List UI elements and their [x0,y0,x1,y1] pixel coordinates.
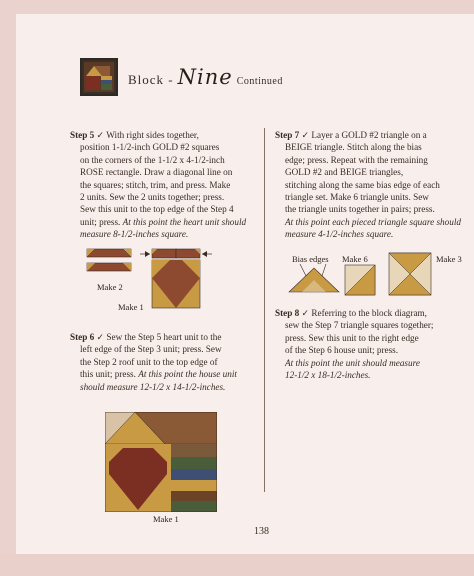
make3-label: Make 3 [436,254,462,264]
step5-note: measure 8-1/2-inches square. [80,229,189,240]
bias-edges-label: Bias edges [292,254,329,264]
left-border [0,0,16,576]
step7-line: triangle set. Make 6 triangle units. Sew [285,192,429,203]
step8-note: At this point the unit should measure [285,357,420,368]
step7-line: the triangle units together in pairs; press. [285,204,435,215]
house-block-logo-icon [80,58,118,96]
step5-line: on the corners of the 1-1/2 x 4-1/2-inch [80,154,225,165]
triangle-square-make6-diagram [344,264,376,296]
step5-line: the squares; stitch, trim, and press. Make [80,179,231,190]
step6-note: should measure 12-1/2 x 14-1/2-inches. [80,381,226,392]
step5-note: At this point the heart unit should [122,216,247,227]
step6-line: Sew the Step 5 heart unit to the [106,332,222,342]
step6-line: the Step 2 roof unit to the top edge of [80,356,218,367]
step7-line: GOLD #2 and BEIGE triangles, [285,167,404,178]
block-label: Block - [128,72,174,87]
step6-line: this unit; press. [80,369,136,380]
step8-line: of the Step 6 house unit; press. [285,345,399,356]
step5-line: With right sides together, [106,130,199,140]
step8-text [275,307,465,381]
page-number: 138 [254,526,269,537]
make2-label: Make 2 [97,282,123,292]
step5-text [70,129,258,241]
step5-line: 2 units. Sew the 2 units together; press. [80,192,225,203]
step8-line: Referring to the block diagram, [311,308,427,318]
check-icon: ✓ [301,308,310,318]
step6-text [70,331,260,393]
triangle-pair-make3-diagram [388,252,432,296]
step8-line: sew the Step 7 triangle squares together; [285,320,434,331]
make1-label: Make 1 [153,514,179,524]
triangle-layer-diagram [286,262,342,296]
top-border [0,0,474,14]
step6-note: At this point the house unit [138,369,237,380]
heart-unit-diagram [140,248,212,312]
step7-label: Step 7 [275,130,300,140]
step7-line: edge; press. Repeat with the remaining [285,154,428,165]
block-header [80,57,283,97]
make6-label: Make 6 [342,254,368,264]
check-icon: ✓ [96,332,105,342]
make2-diagram [86,248,132,276]
step5-line: unit; press. [80,216,121,227]
step7-line: Layer a GOLD #2 triangle on a [311,130,427,140]
step8-line: press. Sew this unit to the right edge [285,332,419,343]
step6-label: Step 6 [70,332,95,342]
block-title [128,65,283,89]
step5-line: Sew this unit to the top edge of the Step 4 [80,204,234,215]
check-icon: ✓ [96,130,105,140]
step7-line: stitching along the same bias edge of each [285,179,440,190]
check-icon: ✓ [301,130,310,140]
make1-label: Make 1 [118,302,144,312]
continued-label: Continued [236,76,283,87]
step7-line: BEIGE triangle. Stitch along the bias [285,142,422,153]
house-unit-diagram [105,412,217,512]
step7-note: measure 4-1/2-inches square. [285,229,394,240]
step6-line: left edge of the Step 3 unit; press. Sew [80,344,222,355]
step5-line: ROSE rectangle. Draw a diagonal line on [80,167,233,178]
step5-label: Step 5 [70,130,95,140]
step7-text [275,129,465,241]
bottom-border [0,554,474,576]
step7-note: At this point each pieced triangle square should [285,216,461,227]
step8-label: Step 8 [275,308,300,318]
step5-line: position 1-1/2-inch GOLD #2 squares [80,142,220,153]
block-number: Nine [177,65,233,89]
step8-note: 12-1/2 x 18-1/2-inches. [285,370,371,381]
column-divider [264,128,265,492]
